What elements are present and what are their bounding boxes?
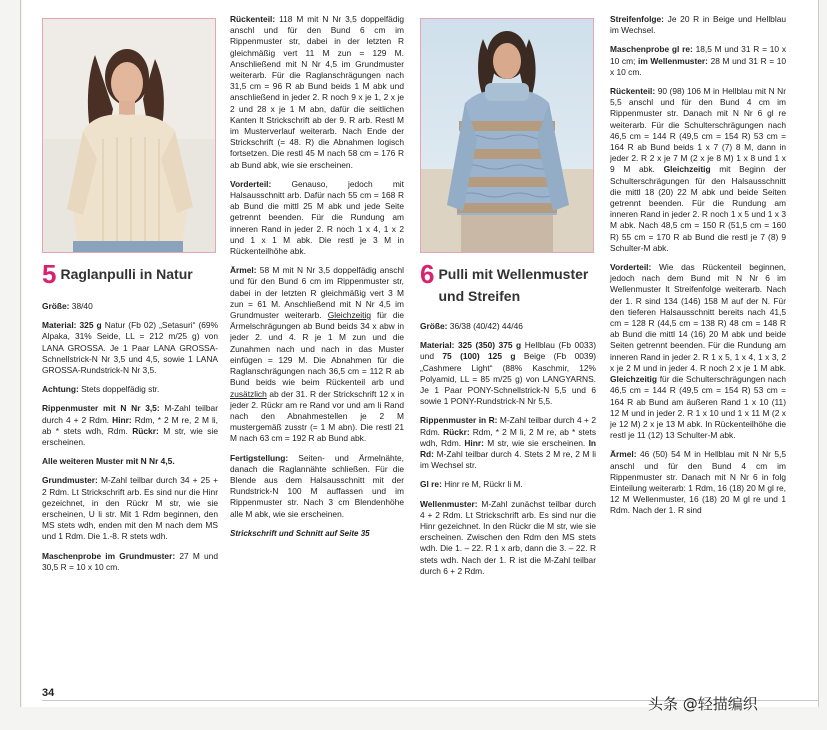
p6-size: Größe: 36/38 (40/42) 44/46 [420, 321, 523, 331]
p5-fertigstellung: Fertigstellung: Seiten- und Ärmelnähte, danach die Raglannähte schließen. Für die Blende aus dem Halsausschnitt mit der Rundstrick-N 100 M auffassen und im Rippenmuster str. Nach 3 cm Blendenhöhe alle M abk, wie sie erscheinen. [230, 452, 404, 519]
column-2 [230, 14, 404, 547]
p5-footnote: Strickschrift und Schnitt auf Seite 35 [230, 528, 370, 538]
sweater-photo-illustration [43, 19, 215, 252]
left-page-edge [20, 0, 21, 707]
p5-size: Größe: 38/40 [42, 301, 93, 311]
photo-raglan-sweater [42, 18, 216, 253]
magazine-page [22, 0, 818, 707]
p5-maschenprobe: Maschenprobe im Grundmuster: 27 M und 30,5 R = 10 x 10 cm. [42, 550, 218, 572]
column-1 [42, 14, 218, 581]
p5-weitere: Alle weiteren Muster mit N Nr 4,5. [42, 456, 175, 467]
photo-wave-sweater [420, 18, 594, 253]
p6-rippen: Rippenmuster in R: M-Zahl teilbar durch 4 + 2 Rdm. Rückr: Rdm, * 2 M li, 2 M re, ab * stets wdh, Rdm. Hinr: M str, wie sie erscheinen. In Rd: M-Zahl teilbar durch 4. Stets 2 M re, 2 M li im Wechsel str. [420, 415, 597, 471]
pattern-6-number: 6 [420, 259, 435, 289]
p5-aermel: Ärmel: 58 M mit N Nr 3,5 doppelfädig anschl und für den Bund 6 cm im Rippenmuster str, dabei in der letzten R gleichmäßig vert 3 M zun = 61 M. Anschließend mit N Nr 4,5 im Grundmuster weiterarb. Gleichzeitig für die Ärmelschrägungen ab Bund beids 34 x abw in jeder 2. und 4. R je 1 M zun und die Zunahmen nach und nach in das Muster einfügen = 129 M. Die Abnahmen für die Raglanschrägungen nach 36,5 cm = 112 R ab Bund beids wie beim Rückenteil arb und zusätzlich ab der 31. R der Strickschrift 12 x in jeder 2. Rückr am re Rand vor und am li Rand nach den Abnahmestellen je 2 M mustergemäß zusstr (= 1 M abn). Die restl 21 M nach 63 cm = 192 R ab Bund abk. [230, 265, 405, 444]
striped-sweater-photo-illustration [421, 19, 593, 252]
p6-wellenmuster: Wellenmuster: M-Zahl zunächst teilbar durch 4 + 2 Rdm. Lt Strickschrift arb. Es sind nur die Hinr gezeichnet. In den Rückr die M str, wie sie erscheinen. Zwischen den Rdm den MS stets wdh. Die 1. – 22. R 1 x arb, dann die 3. – 22. R stets wdh. Nach der 1. R ist die M-Zahl teilbar durch 6 + 2 Rdm. [420, 498, 596, 576]
p6-rueckenteil: Rückenteil: 90 (98) 106 M in Hellblau mit N Nr 5,5 anschl und für den Bund 4 cm im Rippenmuster str. Danach mit N Nr 6 gl re weiterarb. Für die Schulterschrägungen nach 46,5 cm = 144 R (49,5 cm = 154 R) 53 cm = 164 R ab Bund beids 1 x 7 (7) 8 M, dann in jeder 2. R 2 x je 7 M (2 x je 8 M) 1 x 8 und 1 x 9 M abk. Gleichzeitig mit Beginn der Schulterschrägungen für den Halsausschnitt die mittl 18 (20) 22 M abk und beide Seiten getrennt beenden. Für die Rundung am inneren Rand in jeder 2. R noch 1 x 5 und 1 x 3 M abk. Nach 48,5 cm = 150 R (51,5 cm = 160 R) 55 cm = 170 R ab Bund die restl je 7 (8) 9 Schulter-M abk. [610, 86, 787, 253]
p6-maschenprobe: Maschenprobe gl re: 18,5 M und 31 R = 10 x 10 cm; im Wellenmuster: 28 M und 31 R = 10 x 10 cm. [610, 44, 787, 77]
watermark-text: 头条 @轻描编织 [648, 695, 758, 713]
pattern-5-title: Raglanpulli in Natur [60, 266, 193, 282]
p5-achtung: Achtung: Stets doppelfädig str. [42, 384, 160, 395]
p6-streifenfolge: Streifenfolge: Je 20 R in Beige und Hellblau im Wechsel. [610, 14, 787, 36]
p6-glatt-rechts: Gl re: Hinr re M, Rückr li M. [420, 479, 523, 490]
p5-grundmuster: Grundmuster: M-Zahl teilbar durch 34 + 25 + 2 Rdm. Lt Strickschrift arb. Es sind nur die Hinr gezeichnet, in den Rückr M str, wie sie erscheinen, U li str. Mit 1 Rdm beginnen, den MS stets wdh, enden mit den M nach dem MS und 1 Rdm. Die 1.-8. R stets wdh. [42, 475, 218, 542]
column-4 [610, 14, 786, 525]
page-number: 34 [42, 687, 55, 699]
pattern-5-number: 5 [42, 259, 57, 289]
pattern-6-title: Pulli mit Wellenmuster und Streifen [438, 266, 589, 304]
right-page-edge [818, 0, 819, 707]
pattern-6-heading [420, 261, 596, 307]
p6-material: Material: 325 (350) 375 g Hellblau (Fb 0033) und 75 (100) 125 g Beige (Fb 0039) „Cashmere Light“ (88% Kaschmir, 12% Polyamid, LL = 85 m/25 g) von LANGYARNS. Je 1 Paar PONY-Schnellstrick-N 5,5 und 6 sowie 1 PONY-Rundstrick-N Nr 5,5. [420, 340, 597, 407]
p5-material: Material: 325 g Natur (Fb 02) „Setasuri“ (69% Alpaka, 31% Seide, LL = 212 m/25 g) von LANA GROSSA. Je 1 Paar LANA GROSSA-Schnellstrick-N Nr 3,5 und 4,5, sowie 1 LANA GROSSA-Rundstrick-N Nr 3,5. [42, 320, 219, 376]
pattern-5-heading [42, 261, 218, 287]
p5-rippen: Rippenmuster mit N Nr 3,5: M-Zahl teilbar durch 4 + 2 Rdm. Hinr: Rdm, * 2 M re, 2 M li, ab * stets wdh, Rdm. Rückr: M str, wie sie erscheinen. [42, 403, 219, 448]
p5-vorderteil: Vorderteil: Genauso, jedoch mit Halsausschnitt arb. Dafür nach 55 cm = 168 R ab Bund die mittl 25 M abk und jede Seite getrennt beenden. Für die Rundung am inneren Rand in jeder 2. R noch 1 x 4, 1 x 2 und 1 x 1 M abk. Die restl je 3 M in Rückenteilhöhe abk. [230, 178, 404, 257]
p6-vorderteil: Vorderteil: Wie das Rückenteil beginnen, jedoch nach dem Bund mit N Nr 6 im Wellenmuster lt Streifenfolge weiterarb. Nach der 1. R sind 134 (146) 158 M auf der N. Für den tieferen Halsausschnitt bereits nach 41,5 cm = 128 R (44,5 cm = 138 R) 48 cm = 148 R ab Bund die mittl 14 (16) 20 M abk und beide Seiten getrennt beenden. Für die Rundung am inneren Rand in jeder 2. R 1 x 5, 1 x 4, 1 x 3, 2 x je 2 M und in jeder 4. R noch 2 x je 1 M abk. Gleichzeitig für die Schulterschrägungen nach 46,5 cm = 144 R (49,5 cm = 154 R) 53 cm = 164 R ab Bund am äußeren Rand 1 x 10 (11) 12 M und in jeder 2. R 1 x 10 und 1 x 11 M (2 x je 12 M) 2 x je 13 M abk. In Rückenteilhöhe die restl je 11 (12) 13 Schulter-M abk. [610, 262, 786, 441]
p6-aermel: Ärmel: 46 (50) 54 M in Hellblau mit N Nr 5,5 anschl und für den Bund 4 cm im Rippenmuster str. Danach mit N Nr 6 in folg Einteilung weiterarb: 1 Rdm, 16 (18) 20 M gl re, 12 M Wellenmuster, 16 (18) 20 M gl re und 1 Rdm. Nach der 1. R sind [610, 449, 786, 516]
column-3 [420, 14, 596, 585]
p5-rueckenteil: Rückenteil: 118 M mit N Nr 3,5 doppelfädig anschl und für den Bund 6 cm im Rippenmuster str, dabei in der letzten R gleichmäßig vert 11 M zun = 129 M. Anschließend mit N Nr 4,5 im Grundmuster weiterarb. Für die Raglanschrägungen nach 31,5 cm = 96 R ab Bund beids 1 M abk und anschließend in jeder 2. R noch 9 x je 1, 2 x je 2 und 28 x je 1 M abn, dafür die seitlichen Kanten lt Strickschrift ab der 9. R arb. Restl M im Musterverlauf weiterarb. Nach Ende der Strickschrift (= 48. R) die Abnahmen logisch fortsetzen. Die restl 45 M nach 58 cm = 176 R ab Bund abk, wie sie erscheinen. [230, 14, 404, 170]
